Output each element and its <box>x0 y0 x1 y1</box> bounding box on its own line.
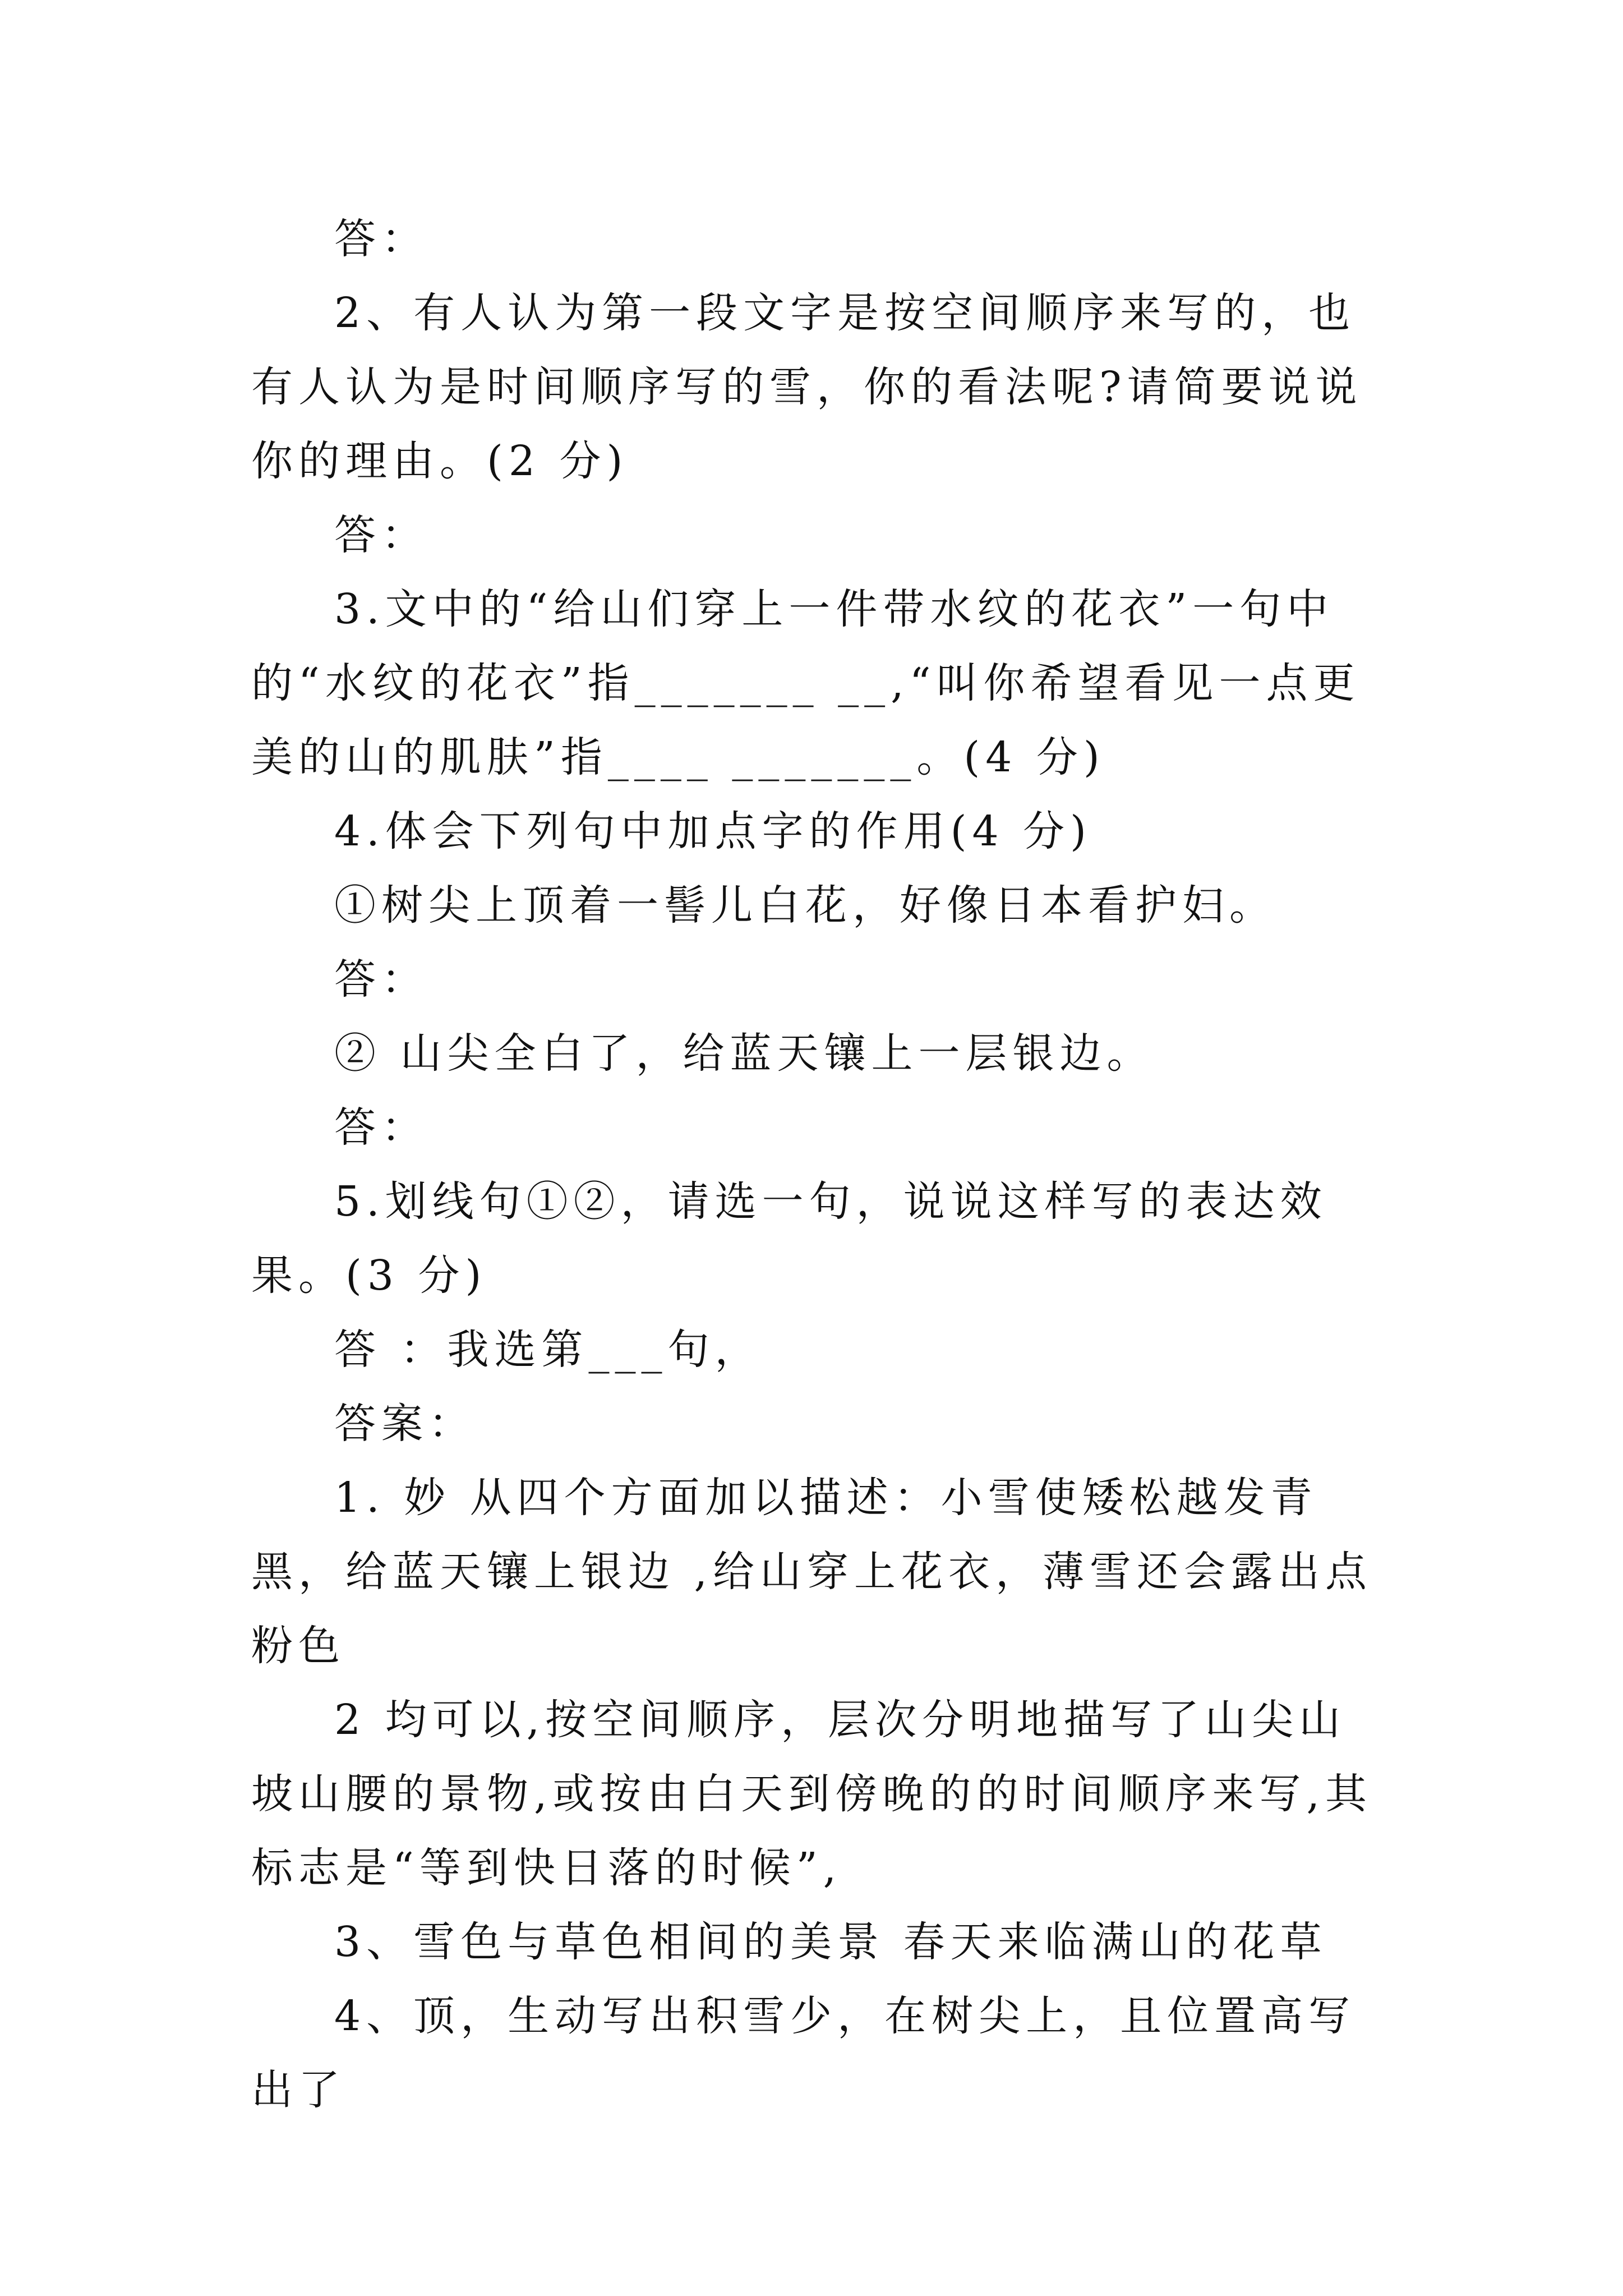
answer-4: 4、顶，生动写出积雪少，在树尖上，且位置高写出了 <box>251 1992 1356 2114</box>
answer-1: 1. 妙 从四个方面加以描述：小雪使矮松越发青黑，给蓝天镶上银边 ,给山穿上花衣，薄雪还会露出点粉色 <box>251 1474 1373 1670</box>
question-4-sentence-1: ①树尖上顶着一髻儿白花，好像日本看护妇。 <box>334 881 1276 930</box>
question-2: 2、有人认为第一段文字是按空间顺序来写的，也有人认为是时间顺序写的雪，你的看法呢?请简要说说你的理由。(2 分) <box>251 289 1363 485</box>
answer-label-4: 答： <box>334 1103 428 1152</box>
question-4: 4.体会下列句中加点字的作用(4 分) <box>334 807 1092 855</box>
question-3: 3.文中的“给山们穿上一件带水纹的花衣”一句中的“水纹的花衣”指_______ __,“叫你希望看见一点更美的山的肌肤”指____ _______。(4 分) <box>251 585 1361 781</box>
document-body <box>251 202 1390 2127</box>
answer-3: 3、雪色与草色相间的美景 春天来临满山的花草 <box>334 1918 1327 1966</box>
answer-label-3: 答： <box>334 955 428 1004</box>
answer-choice-line: 答 ：我选第___句， <box>334 1326 762 1374</box>
answer-label-1: 答： <box>334 215 428 263</box>
answers-heading: 答案： <box>334 1400 476 1448</box>
question-5: 5.划线句①②，请选一句，说说这样写的表达效果。(3 分) <box>251 1177 1327 1300</box>
answer-label-2: 答： <box>334 511 428 559</box>
answer-2: 2 均可以,按空间顺序，层次分明地描写了山尖山坡山腰的景物,或按由白天到傍晚的的时间顺序来写,其标志是“等到快日落的时候”, <box>251 1696 1373 1892</box>
question-4-sentence-2: ② 山尖全白了，给蓝天镶上一层银边。 <box>334 1029 1154 1078</box>
